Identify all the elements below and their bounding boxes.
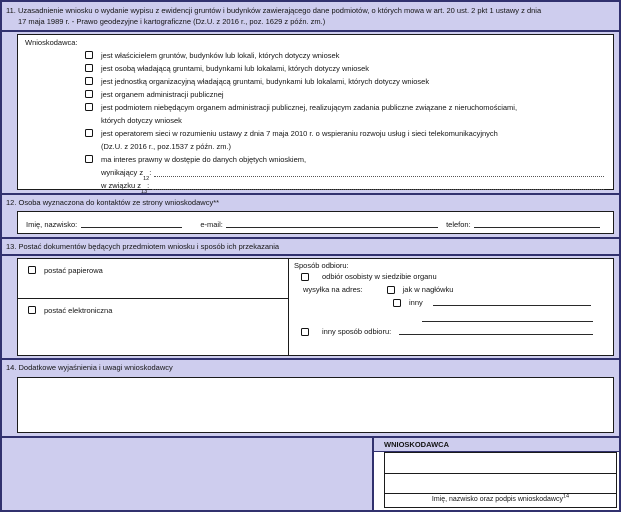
other-address-input-line-2[interactable] [422,321,593,322]
other-delivery-row [301,326,613,338]
checkbox-legal-interest[interactable] [85,155,93,163]
section13-header [2,237,619,256]
phone-label: telefon: [446,220,471,229]
delivery-method-column [289,258,614,356]
personal-pickup-label: odbiór osobisty w siedzibie organu [322,272,437,281]
legal-interest-source-line: wynikający z 12 : [101,166,606,179]
checkbox-other-delivery[interactable] [301,328,309,336]
applicant-option-row [85,62,606,75]
applicant-option-row [85,127,606,153]
other-delivery-label: inny sposób odbioru: [322,327,392,336]
shipping-row [303,284,613,296]
checkbox-personal-pickup[interactable] [301,273,309,281]
checkbox-electronic-form[interactable] [28,306,36,314]
signature-row-1[interactable] [385,453,616,474]
option-label: jest operatorem sieci w rozumieniu ustawy z dnia 7 maja 2010 r. o wspieraniu rozwoju usług i sieci telekomunikacyjnych (Dz.U. z 2016 r., poz.1537 z późn. zm.) [101,129,498,151]
interest-relation-input-line[interactable] [152,181,604,190]
option-label: jest organem administracji publicznej [101,90,224,99]
applicant-option-row [85,75,606,88]
interest-label: w związku z [101,181,142,190]
other-address-row [393,297,613,309]
checkbox-address-other[interactable] [393,299,401,307]
legal-interest-relation-line: w związku z 13 : [101,179,606,192]
section11-content [2,32,619,193]
section12-content [2,210,619,237]
email-input-line[interactable] [226,227,438,228]
other-address-input-line[interactable] [433,297,591,306]
email-label: e-mail: [200,220,223,229]
address-other-label: inny [409,298,423,307]
document-form-table [17,258,614,356]
interest-source-input-line[interactable] [154,168,604,177]
name-input-line[interactable] [81,227,182,228]
footnote-14: 14 [563,493,570,500]
section12-title: 12. Osoba wyznaczona do kontaktów ze strony wnioskodawcy** [6,198,220,207]
section14-content [2,375,619,436]
document-form-column [17,258,289,356]
paper-form-label: postać papierowa [44,266,103,275]
checkbox-paper-form[interactable] [28,266,36,274]
signature-header: WNIOSKODAWCA [374,438,619,452]
phone-input-line[interactable] [474,227,600,228]
paper-form-cell [18,259,288,299]
section14-header [2,358,619,375]
checkbox-owner[interactable] [85,51,93,59]
section12-header [2,193,619,210]
section11-title-line1: 11. Uzasadnienie wniosku o wydanie wypisu z ewidencji gruntów i budynków zawierającego dane podmiotów, o których mowa w art. 20 ust. 2 pkt 1 ustawy z dnia [6,6,542,15]
option-label: jest osobą władającą gruntami, budynkami lub lokalami, których dotyczy wniosek [101,64,370,73]
signature-row-2[interactable] [385,474,616,495]
signature-caption: Imię, nazwisko oraz podpis wnioskodawcy$^{14}$ [431,493,570,503]
shipping-label: wysyłka na adres: [303,285,363,294]
section13-content [2,256,619,358]
name-label: Imię, nazwisko: [26,220,78,229]
checkbox-address-as-header[interactable] [387,286,395,294]
contact-person-box [17,211,614,234]
option-label: jest właścicielem gruntów, budynków lub lokali, których dotyczy wniosek [101,51,340,60]
checkbox-network-operator[interactable] [85,129,93,137]
signature-section [2,436,619,510]
applicant-box-label: Wnioskodawca: [25,38,78,47]
applicant-option-row [85,49,606,62]
checkbox-person-in-control[interactable] [85,64,93,72]
other-delivery-input-line[interactable] [399,326,593,335]
section13-title: 13. Postać dokumentów będących przedmiotem wniosku i sposób ich przekazania [6,242,280,251]
applicant-option-row [85,153,606,166]
option-label: jest jednostką organizacyjną władającą gruntami, budynkami lub lokalami, których dotyczy wniosek [101,77,430,86]
section11-header [2,2,619,32]
signature-table [384,452,617,508]
section14-title: 14. Dodatkowe wyjaśnienia i uwagi wnioskodawcy [6,363,173,372]
interest-label: wynikający z [101,168,144,177]
applicant-option-row [85,88,606,101]
empty-area [2,438,374,510]
pickup-row [301,271,613,283]
option-label: jest podmiotem niebędącym organem administracji publicznej, realizującym zadania publiczne związane z nieruchomościami, których dotyczy wniosek [101,103,518,125]
applicant-options [85,49,606,195]
applicant-signature-column [374,438,619,510]
additional-notes-box[interactable] [17,377,614,433]
checkbox-non-admin-public-entity[interactable] [85,103,93,111]
electronic-form-label: postać elektroniczna [44,306,113,315]
checkbox-public-administration[interactable] [85,90,93,98]
delivery-method-label: Sposób odbioru: [294,261,349,270]
electronic-form-cell [18,299,288,355]
address-as-header-label: jak w nagłówku [402,285,454,294]
checkbox-organizational-unit[interactable] [85,77,93,85]
applicant-option-row [85,101,606,127]
section11-title-line2: 17 maja 1989 r. - Prawo geodezyjne i kartograficzne (Dz.U. z 2016 r., poz. 1629 z późn. zm.) [18,17,326,26]
applicant-box [17,34,614,195]
option-label: ma interes prawny w dostępie do danych objętych wnioskiem, [101,155,307,164]
